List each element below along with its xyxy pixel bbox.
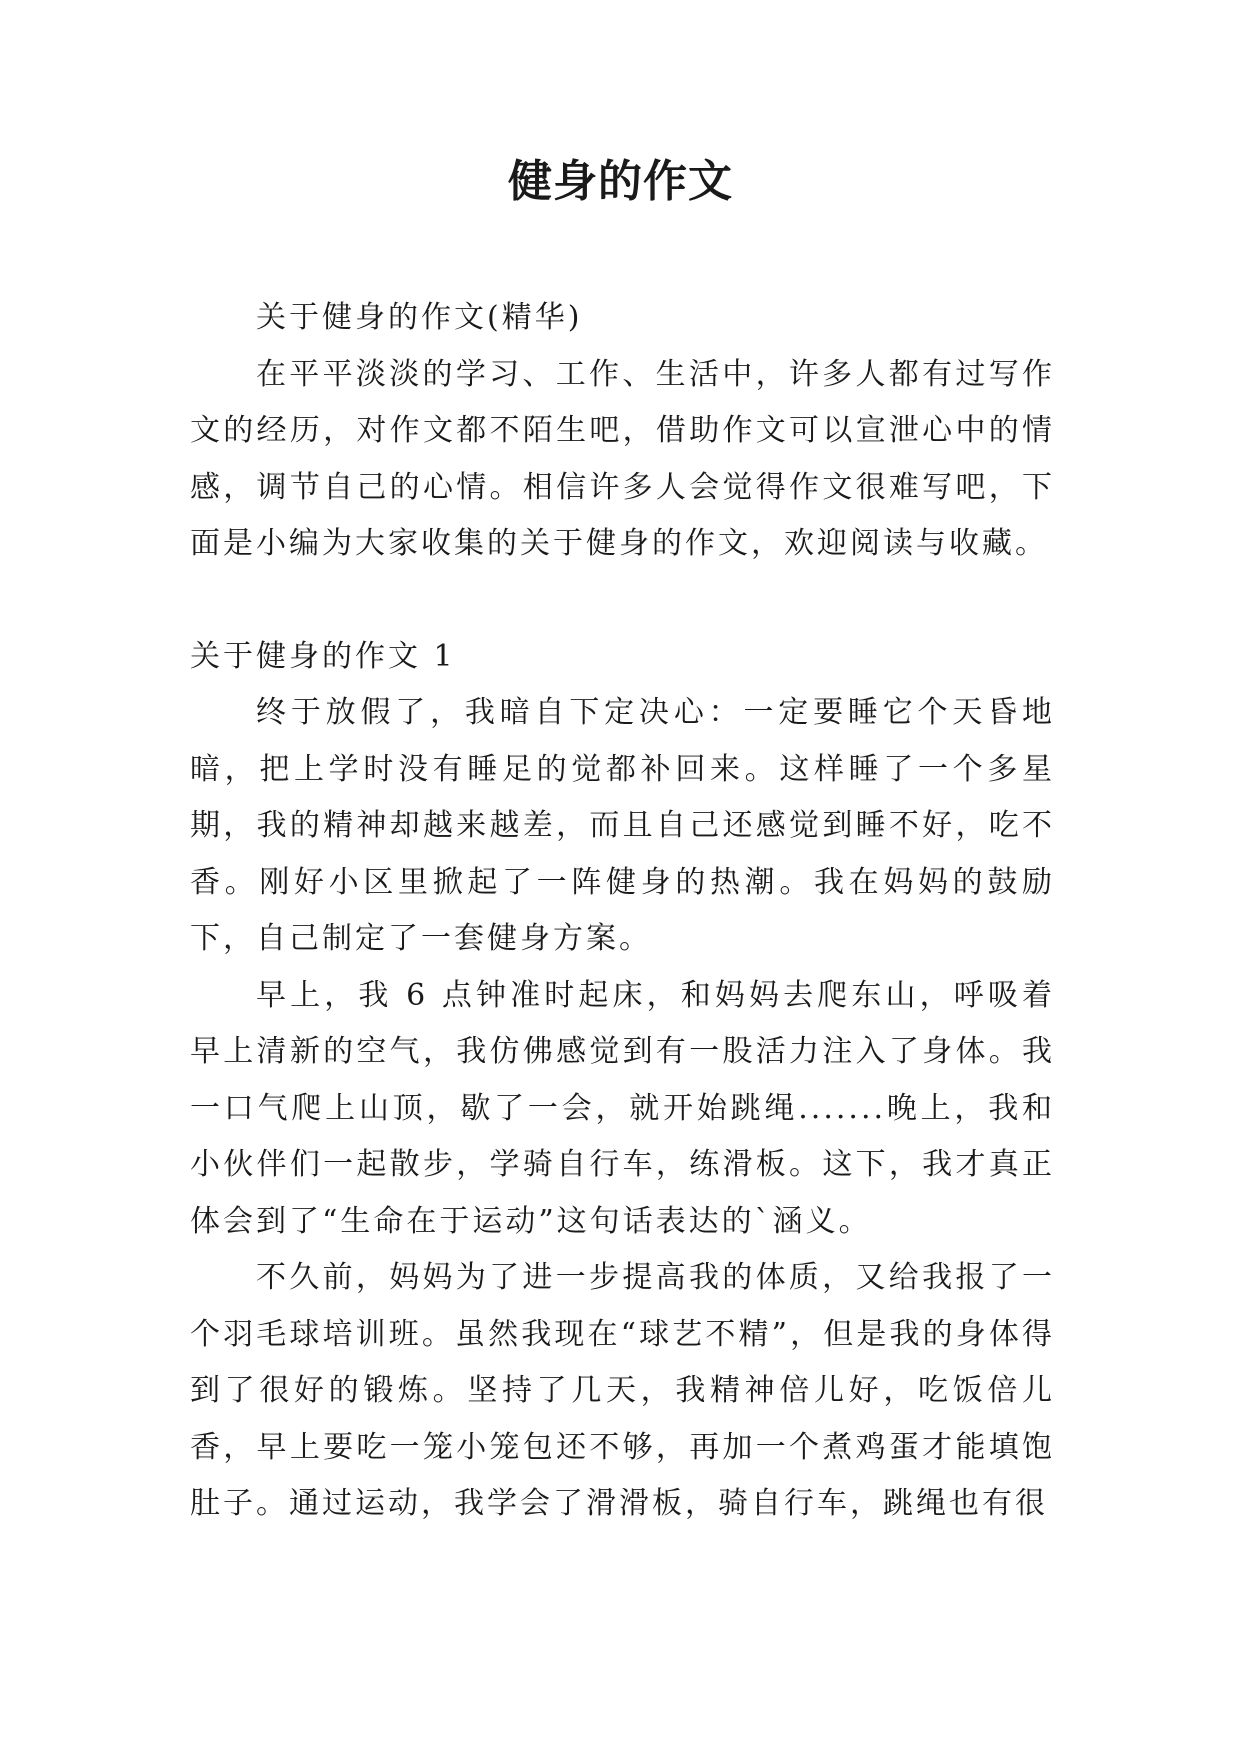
subtitle-paragraph: 关于健身的作文(精华)	[256, 300, 583, 335]
essay-paragraph: 不久前，妈妈为了进一步提高我的体质，又给我报了一个羽毛球培训班。虽然我现在“球艺不精”，但是我的身体得到了很好的锻炼。坚持了几天，我精神倍儿好，吃饭倍儿香，早上要吃一笼小笼包还不够，再加一个煮鸡蛋才能填饱肚子。通过运动，我学会了滑滑板，骑自行车，跳绳也有很	[190, 1260, 1055, 1521]
section-heading: 关于健身的作文 1	[190, 638, 456, 674]
document-body	[190, 290, 1055, 1533]
intro-paragraph: 在平平淡淡的学习、工作、生活中，许多人都有过写作文的经历，对作文都不陌生吧，借助作文可以宣泄心中的情感，调节自己的心情。相信许多人会觉得作文很难写吧，下面是小编为大家收集的关于健身的作文，欢迎阅读与收藏。	[190, 356, 1055, 561]
essay-paragraph: 早上，我 6 点钟准时起床，和妈妈去爬东山，呼吸着早上清新的空气，我仿佛感觉到有一股活力注入了身体。我一口气爬上山顶，歇了一会，就开始跳绳.......晚上，我和小伙伴们一起散步，学骑自行车，练滑板。这下，我才真正体会到了“生命在于运动”这句话表达的`涵义。	[190, 977, 1055, 1239]
essay-paragraph: 终于放假了，我暗自下定决心：一定要睡它个天昏地暗，把上学时没有睡足的觉都补回来。这样睡了一个多星期，我的精神却越来越差，而且自己还感觉到睡不好，吃不香。刚好小区里掀起了一阵健身的热潮。我在妈妈的鼓励下，自己制定了一套健身方案。	[190, 695, 1055, 956]
document-title: 健身的作文	[508, 156, 733, 207]
